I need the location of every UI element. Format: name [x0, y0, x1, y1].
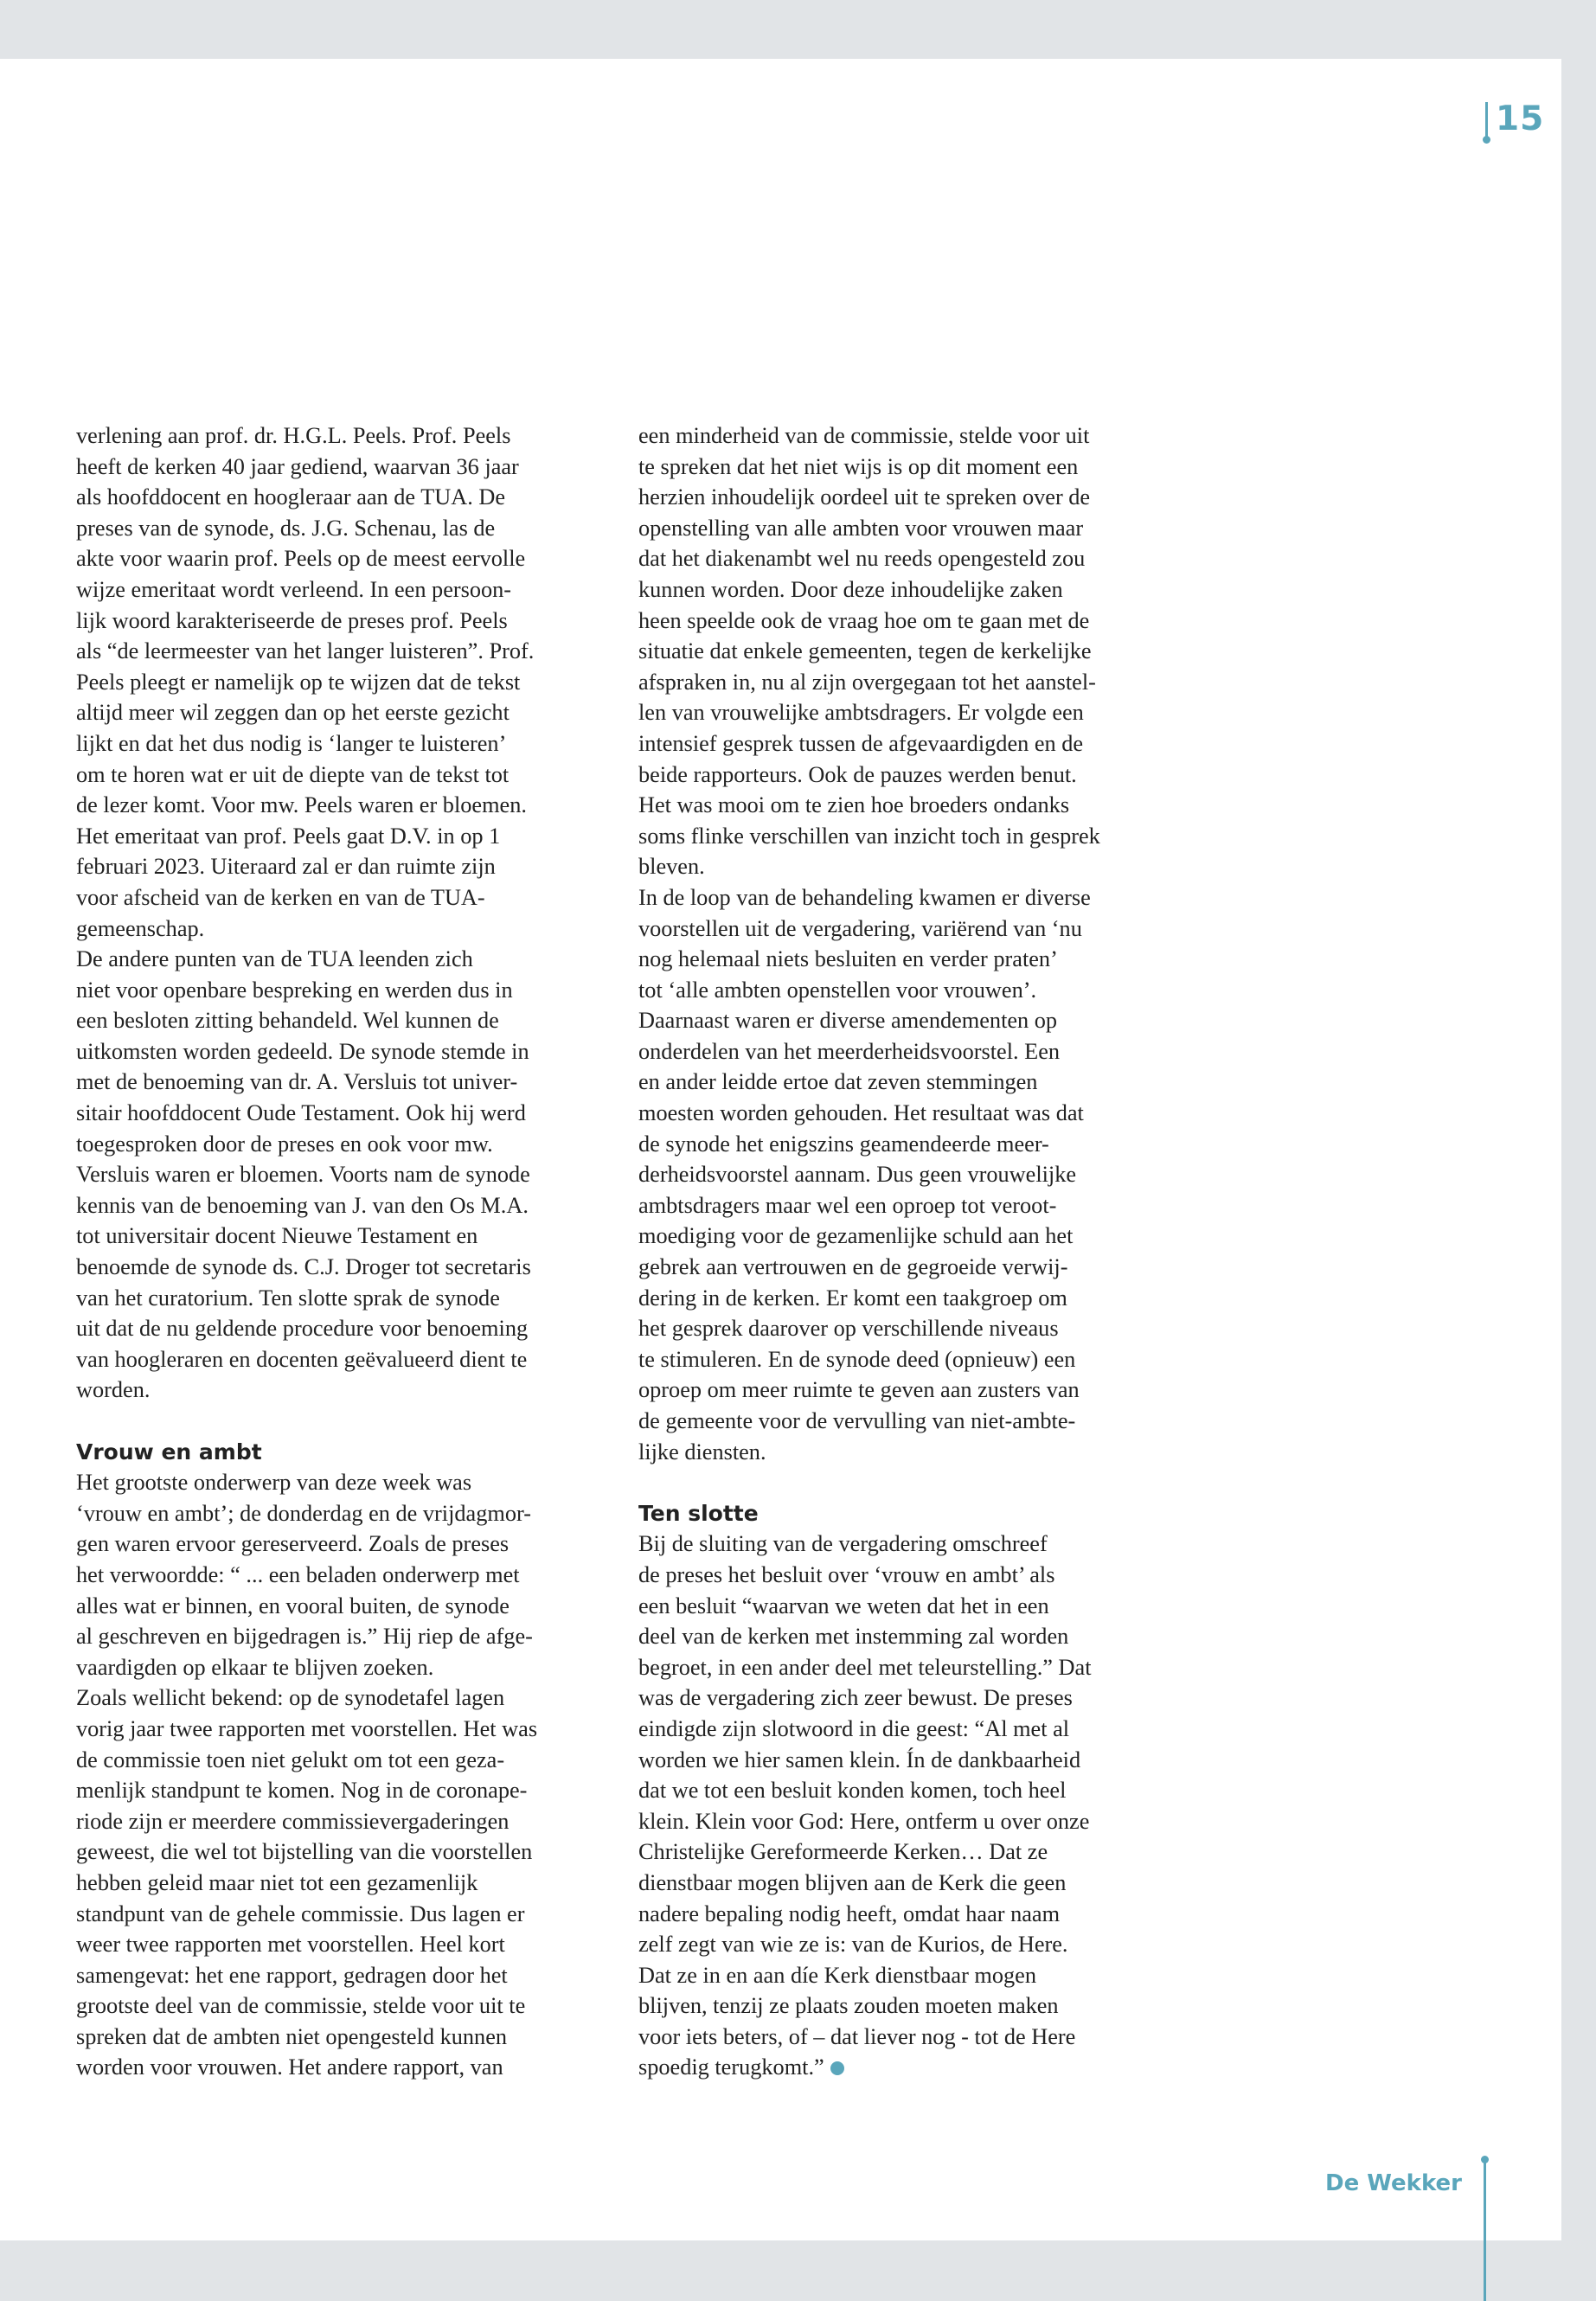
text-line-content: eindigde zijn slotwoord in die geest: “Al met al — [638, 1715, 1070, 1741]
text-line-content: uit dat de nu geldende procedure voor benoeming — [76, 1316, 529, 1342]
text-line — [76, 1775, 606, 1806]
text-line — [76, 482, 606, 513]
text-line — [638, 1990, 1168, 2022]
text-line-content: van het curatorium. Ten slotte sprak de synode — [76, 1285, 500, 1311]
text-line-content: Daarnaast waren er diverse amendementen op — [638, 1008, 1058, 1034]
right-column — [638, 420, 1168, 2083]
text-line-content: heeft de kerken 40 jaar gediend, waarvan 36 jaar — [76, 453, 519, 479]
text-line-content: onderdelen van het meerderheidsvoorstel. Een — [638, 1038, 1061, 1064]
text-line-content: als hoofddocent en hoogleraar aan de TUA. De — [76, 484, 506, 510]
text-line — [638, 1098, 1168, 1129]
text-line-content: een besluit “waarvan we weten dat het in een — [638, 1593, 1049, 1618]
right-body-text — [638, 420, 1168, 1467]
text-line — [638, 1560, 1168, 1591]
text-line-content: met de benoeming van dr. A. Versluis tot univer- — [76, 1069, 518, 1095]
text-line — [76, 1899, 606, 1930]
text-line — [76, 760, 606, 791]
text-line-content: wijze emeritaat wordt verleend. In een persoon- — [76, 576, 512, 602]
left-intro-text — [76, 420, 606, 1406]
text-line — [638, 882, 1168, 913]
text-line-content: de lezer komt. Voor mw. Peels waren er bloemen. — [76, 792, 527, 818]
text-line — [638, 1652, 1168, 1683]
text-line-content: de gemeente voor de vervulling van niet-ambte- — [638, 1408, 1076, 1433]
text-line-content: kunnen worden. Door deze inhoudelijke zaken — [638, 576, 1063, 602]
text-line — [638, 636, 1168, 667]
text-line-content: soms flinke verschillen van inzicht toch in gesprek — [638, 823, 1100, 849]
text-line — [638, 975, 1168, 1006]
text-line — [638, 1190, 1168, 1221]
text-line — [76, 2022, 606, 2053]
text-line-content: benoemde de synode ds. C.J. Droger tot secretaris — [76, 1254, 531, 1280]
text-line — [638, 851, 1168, 882]
text-line — [76, 1806, 606, 1837]
text-line-content: De andere punten van de TUA leenden zich — [76, 946, 473, 972]
text-line — [76, 1929, 606, 1960]
text-line — [76, 1498, 606, 1529]
text-line-content: verlening aan prof. dr. H.G.L. Peels. Prof. Peels — [76, 423, 511, 448]
text-line-content: nog helemaal niets besluiten en verder praten’ — [638, 946, 1058, 972]
text-line-content: herzien inhoudelijk oordeel uit te spreken over de — [638, 484, 1091, 510]
text-line — [638, 1899, 1168, 1930]
text-line-content: nadere bepaling nodig heeft, omdat haar naam — [638, 1900, 1061, 1926]
text-line — [638, 728, 1168, 760]
text-line — [76, 821, 606, 852]
text-line-content: intensief gesprek tussen de afgevaardigden en de — [638, 730, 1084, 756]
text-line — [76, 1159, 606, 1190]
text-line-content: moesten worden gehouden. Het resultaat was dat — [638, 1100, 1084, 1126]
text-line-content: worden voor vrouwen. Het andere rapport, van — [76, 2054, 503, 2080]
text-line — [76, 1375, 606, 1406]
text-line — [638, 1591, 1168, 1622]
text-line — [76, 1652, 606, 1683]
text-line — [76, 1745, 606, 1776]
text-line-content: spoedig terugkomt.” — [638, 2054, 824, 2080]
text-line-content: gemeenschap. — [76, 915, 205, 941]
text-line — [638, 1283, 1168, 1314]
text-line — [638, 913, 1168, 945]
text-line-content: sitair hoofddocent Oude Testament. Ook hij werd — [76, 1100, 526, 1126]
text-line — [76, 513, 606, 544]
text-line — [76, 882, 606, 913]
text-line-content: zelf zegt van wie ze is: van de Kurios, de Here. — [638, 1932, 1068, 1958]
right-section-text — [638, 1529, 1168, 2083]
text-line-content: standpunt van de gehele commissie. Dus lagen er — [76, 1900, 525, 1926]
text-line — [76, 851, 606, 882]
text-line-content: derheidsvoorstel aannam. Dus geen vrouwelijke — [638, 1162, 1077, 1188]
text-line — [638, 821, 1168, 852]
text-line-content: dat we tot een besluit konden komen, toch heel — [638, 1778, 1067, 1804]
left-section-text — [76, 1467, 606, 2083]
text-line-content: gebrek aan vertrouwen en de gegroeide verwij- — [638, 1254, 1068, 1280]
text-line — [638, 1437, 1168, 1468]
text-line-content: situatie dat enkele gemeenten, tegen de kerkelijke — [638, 638, 1092, 664]
text-line-content: moediging voor de gezamenlijke schuld aan het — [638, 1223, 1074, 1249]
text-line-content: niet voor openbare bespreking en werden dus in — [76, 977, 513, 1003]
text-line-content: voorstellen uit de vergadering, variërend van ‘nu — [638, 915, 1082, 941]
text-line — [638, 1221, 1168, 1252]
text-line-content: een besloten zitting behandeld. Wel kunnen de — [76, 1008, 499, 1034]
text-line — [76, 1682, 606, 1714]
text-line-content: vorig jaar twee rapporten met voorstellen. Het was — [76, 1715, 538, 1741]
text-line-content: akte voor waarin prof. Peels op de meest eervolle — [76, 546, 526, 572]
text-line-content: vaardigden op elkaar te blijven zoeken. — [76, 1654, 434, 1680]
text-line — [638, 1313, 1168, 1344]
text-line-content: riode zijn er meerdere commissievergaderingen — [76, 1808, 510, 1834]
text-line-content: al geschreven en bijgedragen is.” Hij riep de afge- — [76, 1624, 533, 1650]
text-line-content: beide rapporteurs. Ook de pauzes werden benut. — [638, 761, 1077, 787]
text-line — [638, 1036, 1168, 1067]
footer-rule — [1484, 2160, 1486, 2301]
text-line-content: afspraken in, nu al zijn overgegaan tot het aanstel- — [638, 669, 1096, 695]
text-line — [638, 1836, 1168, 1868]
text-line-content: samengevat: het ene rapport, gedragen door het — [76, 1962, 508, 1988]
text-line-content: te stimuleren. En de synode deed (opnieuw) een — [638, 1346, 1076, 1372]
text-line-content: blijven, tenzij ze plaats zouden moeten maken — [638, 1993, 1059, 2019]
text-line — [638, 790, 1168, 821]
text-line — [638, 944, 1168, 975]
text-line — [76, 452, 606, 483]
text-line — [638, 1129, 1168, 1160]
text-line-content: ambtsdragers maar wel een oproep tot veroot- — [638, 1192, 1057, 1218]
text-line-content: te spreken dat het niet wijs is op dit moment een — [638, 453, 1079, 479]
text-line-content: worden. — [76, 1377, 151, 1403]
text-line-content: van hoogleraren en docenten geëvalueerd dient te — [76, 1346, 528, 1372]
text-line-content: geweest, die wel tot bijstelling van die voorstellen — [76, 1839, 533, 1865]
text-line — [76, 1836, 606, 1868]
text-line — [76, 636, 606, 667]
text-line — [76, 1344, 606, 1375]
text-line — [638, 1529, 1168, 1560]
text-line-content: om te horen wat er uit de diepte van de tekst tot — [76, 761, 510, 787]
text-line-content: Versluis waren er bloemen. Voorts nam de synode — [76, 1162, 530, 1188]
text-line — [76, 1990, 606, 2022]
text-line-content: gen waren ervoor gereserveerd. Zoals de preses — [76, 1531, 510, 1557]
text-line — [638, 760, 1168, 791]
text-line-content: worden we hier samen klein. Ín de dankbaarheid — [638, 1747, 1081, 1772]
text-line — [638, 1252, 1168, 1283]
page-number-rule — [1485, 102, 1488, 138]
text-line — [638, 1159, 1168, 1190]
text-line-content: Christelijke Gereformeerde Kerken… Dat ze — [638, 1839, 1048, 1865]
text-line-content: was de vergadering zich zeer bewust. De preses — [638, 1685, 1073, 1711]
text-line — [76, 1067, 606, 1098]
text-line-content: alles wat er binnen, en vooral buiten, de synode — [76, 1593, 510, 1618]
text-line — [76, 1036, 606, 1067]
text-line — [638, 452, 1168, 483]
text-line-content: en ander leidde ertoe dat zeven stemmingen — [638, 1069, 1038, 1095]
text-line-content: grootste deel van de commissie, stelde voor uit te — [76, 1993, 526, 2019]
text-line — [638, 482, 1168, 513]
text-line — [638, 1375, 1168, 1406]
page-number-dot — [1483, 136, 1490, 144]
text-line-content: bleven. — [638, 854, 705, 880]
text-line — [638, 1714, 1168, 1745]
text-line-content: begroet, in een ander deel met teleurstelling.” Dat — [638, 1654, 1092, 1680]
text-line-content: Dat ze in en aan díe Kerk dienstbaar mogen — [638, 1962, 1037, 1988]
text-line-content: Bij de sluiting van de vergadering omschreef — [638, 1531, 1048, 1557]
text-line — [76, 944, 606, 975]
text-line — [638, 574, 1168, 606]
text-line — [638, 513, 1168, 544]
text-line-content: voor afscheid van de kerken en van de TUA- — [76, 884, 485, 910]
end-of-article-dot-icon — [830, 2061, 844, 2075]
text-line-content: weer twee rapporten met voorstellen. Heel kort — [76, 1932, 505, 1958]
text-line — [638, 1682, 1168, 1714]
text-line — [76, 1129, 606, 1160]
text-line — [638, 697, 1168, 728]
text-line-content: februari 2023. Uiteraard zal er dan ruimte zijn — [76, 854, 496, 880]
heading-vrouw-en-ambt: Vrouw en ambt — [76, 1439, 262, 1465]
text-line-content: tot universitair docent Nieuwe Testament en — [76, 1223, 478, 1249]
text-line — [76, 1560, 606, 1591]
text-line — [76, 1467, 606, 1498]
text-line — [76, 543, 606, 574]
text-line-content: oproep om meer ruimte te geven aan zusters van — [638, 1377, 1080, 1403]
text-line — [638, 1621, 1168, 1652]
text-line-content: dering in de kerken. Er komt een taakgroep om — [638, 1285, 1067, 1311]
text-line-content: kennis van de benoeming van J. van den Os M.A. — [76, 1192, 529, 1218]
text-line — [76, 1005, 606, 1036]
text-line-content: het gesprek daarover op verschillende niveaus — [638, 1316, 1059, 1342]
text-line — [76, 1591, 606, 1622]
text-line — [76, 667, 606, 698]
text-line — [76, 1960, 606, 1991]
text-line — [638, 667, 1168, 698]
text-line-content: deel van de kerken met instemming zal worden — [638, 1624, 1069, 1650]
text-line-content: de commissie toen niet gelukt om tot een geza- — [76, 1747, 505, 1772]
text-line — [76, 606, 606, 637]
text-line-content: de synode het enigszins geamendeerde meer- — [638, 1131, 1049, 1157]
text-line — [76, 1621, 606, 1652]
text-line-content: dat het diakenambt wel nu reeds opengesteld zou — [638, 546, 1086, 572]
text-line-content: openstelling van alle ambten voor vrouwen maar — [638, 515, 1084, 541]
text-line — [638, 606, 1168, 637]
text-line-content: voor iets beters, of – dat liever nog - tot de Here — [638, 2023, 1076, 2049]
publication-name: De Wekker — [1325, 2170, 1462, 2196]
text-line-content: lijkt en dat het dus nodig is ‘langer te luisteren’ — [76, 730, 507, 756]
text-line — [76, 975, 606, 1006]
text-line — [76, 1190, 606, 1221]
text-line-content: Zoals wellicht bekend: op de synodetafel lagen — [76, 1685, 505, 1711]
text-line — [76, 1221, 606, 1252]
text-line — [76, 697, 606, 728]
text-line — [76, 2052, 606, 2083]
text-line-content: uitkomsten worden gedeeld. De synode stemde in — [76, 1038, 529, 1064]
text-line — [638, 1005, 1168, 1036]
text-line — [76, 1529, 606, 1560]
text-line-content: toegesproken door de preses en ook voor mw. — [76, 1131, 493, 1157]
text-line-content: spreken dat de ambten niet opengesteld kunnen — [76, 2023, 508, 2049]
text-line — [76, 790, 606, 821]
text-line-content: tot ‘alle ambten openstellen voor vrouwen’. — [638, 977, 1037, 1003]
text-line — [76, 728, 606, 760]
text-line — [638, 543, 1168, 574]
text-line-content: ‘vrouw en ambt’; de donderdag en de vrijdagmor- — [76, 1500, 531, 1526]
text-line-content: klein. Klein voor God: Here, ontferm u over onze — [638, 1808, 1090, 1834]
text-line-content: lijke diensten. — [638, 1439, 766, 1465]
text-line — [76, 1868, 606, 1899]
text-line — [76, 1252, 606, 1283]
page-number: 15 — [1496, 99, 1545, 138]
paragraph-gap — [76, 1406, 606, 1437]
text-line-content: het verwoordde: “ ... een beladen onderwerp met — [76, 1561, 520, 1587]
text-line — [638, 2022, 1168, 2053]
text-line-content: altijd meer wil zeggen dan op het eerste gezicht — [76, 700, 510, 726]
text-line-content: Het grootste onderwerp van deze week was — [76, 1470, 472, 1496]
text-line-content: een minderheid van de commissie, stelde voor uit — [638, 423, 1090, 448]
text-line — [76, 1098, 606, 1129]
text-line-content: de preses het besluit over ‘vrouw en ambt’ als — [638, 1561, 1055, 1587]
text-line-content: heen speelde ook de vraag hoe om te gaan met de — [638, 607, 1090, 633]
text-line — [638, 1960, 1168, 1991]
text-line — [76, 1313, 606, 1344]
text-line — [76, 420, 606, 452]
text-line — [76, 574, 606, 606]
text-line — [76, 913, 606, 945]
text-line-content: len van vrouwelijke ambtsdragers. Er volgde een — [638, 700, 1084, 726]
text-line — [638, 1775, 1168, 1806]
text-line-content: dienstbaar mogen blijven aan de Kerk die geen — [638, 1869, 1067, 1895]
text-line-content: Het was mooi om te zien hoe broeders ondanks — [638, 792, 1070, 818]
text-line — [76, 1283, 606, 1314]
heading-ten-slotte: Ten slotte — [638, 1500, 759, 1526]
text-line — [638, 1406, 1168, 1437]
text-line-content: preses van de synode, ds. J.G. Schenau, las de — [76, 515, 496, 541]
left-column — [76, 420, 606, 2083]
text-line-content: hebben geleid maar niet tot een gezamenlijk — [76, 1869, 478, 1895]
text-line — [638, 2052, 1168, 2083]
text-line — [638, 1868, 1168, 1899]
text-line — [638, 420, 1168, 452]
text-line-content: Het emeritaat van prof. Peels gaat D.V. in op 1 — [76, 823, 501, 849]
text-line-content: lijk woord karakteriseerde de preses prof. Peels — [76, 607, 508, 633]
text-line — [638, 1929, 1168, 1960]
text-line-content: Peels pleegt er namelijk op te wijzen dat de tekst — [76, 669, 521, 695]
text-line — [638, 1745, 1168, 1776]
text-line-content: In de loop van de behandeling kwamen er diverse — [638, 884, 1091, 910]
text-line-content: als “de leermeester van het langer luisteren”. Prof. — [76, 638, 535, 664]
text-line — [638, 1806, 1168, 1837]
text-line — [638, 1344, 1168, 1375]
paragraph-gap — [638, 1467, 1168, 1498]
text-line — [76, 1714, 606, 1745]
text-line-content: menlijk standpunt te komen. Nog in de coronape- — [76, 1778, 528, 1804]
text-line — [638, 1067, 1168, 1098]
